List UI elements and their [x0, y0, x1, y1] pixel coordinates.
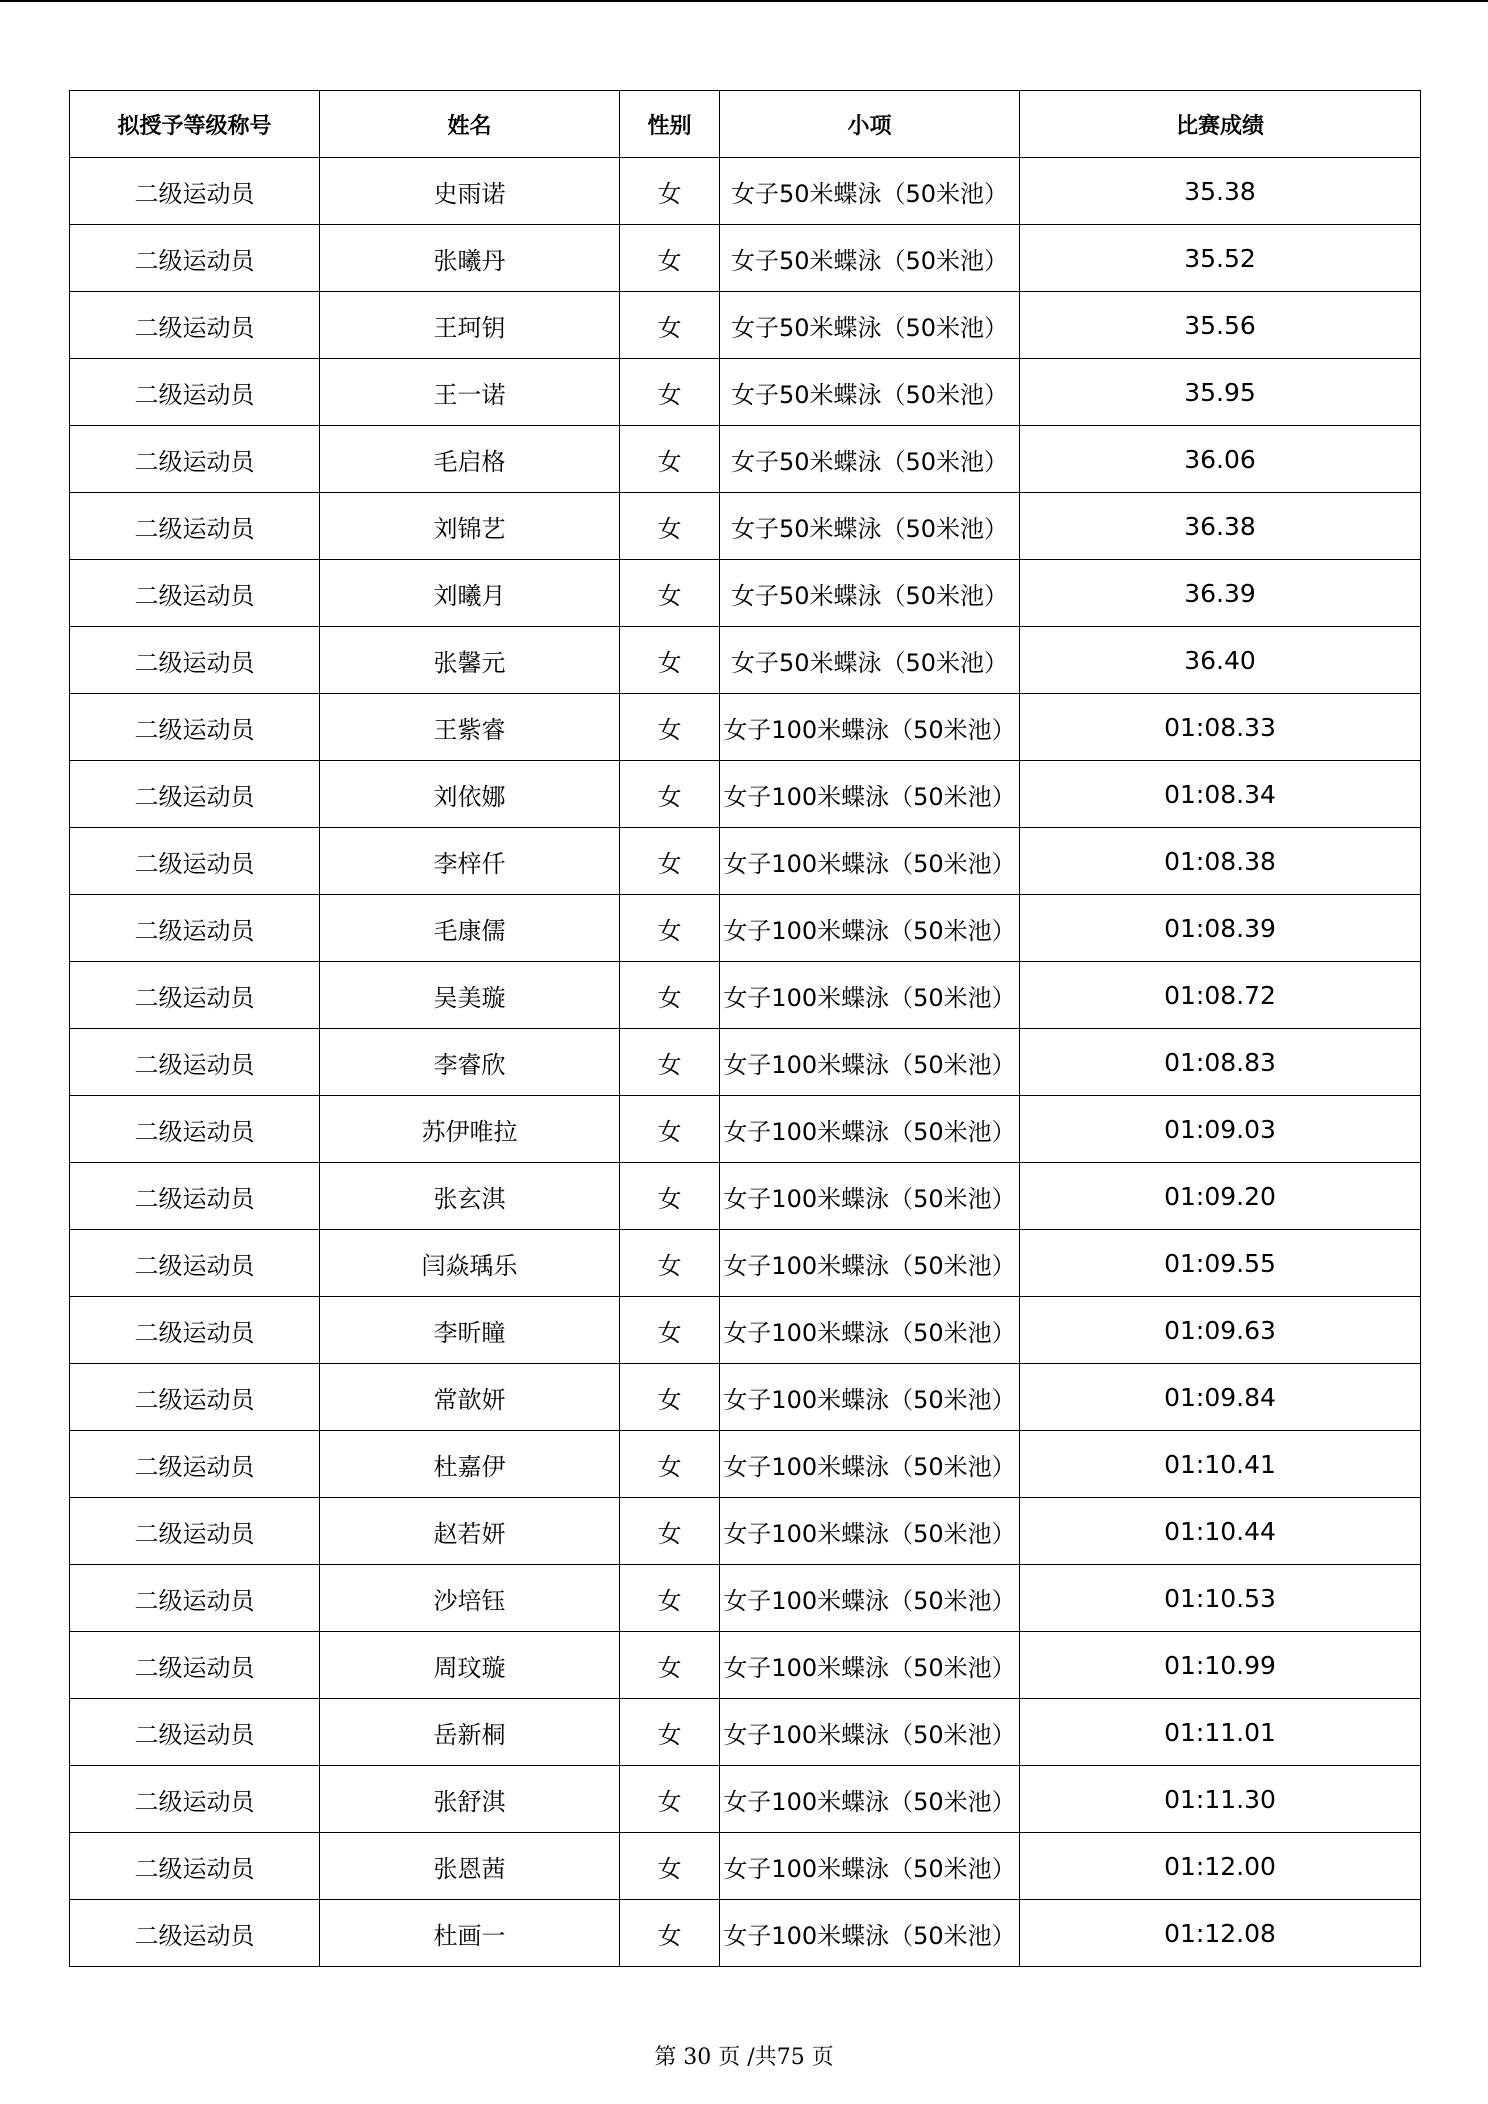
- name-cell: 张恩茜: [320, 1833, 620, 1900]
- result-cell: 01:08.34: [1020, 761, 1421, 828]
- gender-cell: 女: [620, 895, 720, 962]
- result-cell: 35.56: [1020, 292, 1421, 359]
- result-cell: 36.39: [1020, 560, 1421, 627]
- name-cell: 李昕瞳: [320, 1297, 620, 1364]
- name-cell: 毛启格: [320, 426, 620, 493]
- grade-title-cell: 二级运动员: [70, 1833, 320, 1900]
- table-row: [70, 828, 1421, 895]
- name-cell: 毛康儒: [320, 895, 620, 962]
- top-border-line: [0, 0, 1488, 2]
- table-row: [70, 426, 1421, 493]
- name-cell: 刘锦艺: [320, 493, 620, 560]
- name-cell: 沙培钰: [320, 1565, 620, 1632]
- result-cell: 01:10.99: [1020, 1632, 1421, 1699]
- grade-title-cell: 二级运动员: [70, 1029, 320, 1096]
- name-cell: 吴美璇: [320, 962, 620, 1029]
- gender-cell: 女: [620, 1096, 720, 1163]
- name-cell: 赵若妍: [320, 1498, 620, 1565]
- grade-title-cell: 二级运动员: [70, 493, 320, 560]
- name-cell: 周玟璇: [320, 1632, 620, 1699]
- grade-title-cell: 二级运动员: [70, 292, 320, 359]
- gender-cell: 女: [620, 225, 720, 292]
- event-cell: 女子100米蝶泳（50米池）: [720, 895, 1020, 962]
- gender-cell: 女: [620, 1833, 720, 1900]
- table-row: [70, 292, 1421, 359]
- gender-cell: 女: [620, 493, 720, 560]
- gender-cell: 女: [620, 426, 720, 493]
- name-cell: 杜画一: [320, 1900, 620, 1967]
- grade-title-cell: 二级运动员: [70, 560, 320, 627]
- name-cell: 张曦丹: [320, 225, 620, 292]
- event-cell: 女子100米蝶泳（50米池）: [720, 1096, 1020, 1163]
- gender-cell: 女: [620, 627, 720, 694]
- grade-title-cell: 二级运动员: [70, 694, 320, 761]
- table-row: [70, 895, 1421, 962]
- result-cell: 01:08.83: [1020, 1029, 1421, 1096]
- result-cell: 35.95: [1020, 359, 1421, 426]
- grade-title-cell: 二级运动员: [70, 1699, 320, 1766]
- table-row: [70, 1029, 1421, 1096]
- result-cell: 01:10.44: [1020, 1498, 1421, 1565]
- event-cell: 女子100米蝶泳（50米池）: [720, 1766, 1020, 1833]
- event-cell: 女子100米蝶泳（50米池）: [720, 1364, 1020, 1431]
- result-cell: 01:12.08: [1020, 1900, 1421, 1967]
- grade-title-cell: 二级运动员: [70, 1632, 320, 1699]
- result-cell: 01:09.03: [1020, 1096, 1421, 1163]
- name-cell: 闫焱瑀乐: [320, 1230, 620, 1297]
- event-cell: 女子100米蝶泳（50米池）: [720, 962, 1020, 1029]
- gender-cell: 女: [620, 1163, 720, 1230]
- result-cell: 35.52: [1020, 225, 1421, 292]
- name-cell: 李梓仟: [320, 828, 620, 895]
- event-cell: 女子100米蝶泳（50米池）: [720, 1163, 1020, 1230]
- grade-title-cell: 二级运动员: [70, 627, 320, 694]
- event-cell: 女子100米蝶泳（50米池）: [720, 1431, 1020, 1498]
- name-cell: 李睿欣: [320, 1029, 620, 1096]
- grade-title-cell: 二级运动员: [70, 828, 320, 895]
- header-gender: 性别: [620, 91, 720, 158]
- event-cell: 女子50米蝶泳（50米池）: [720, 560, 1020, 627]
- gender-cell: 女: [620, 359, 720, 426]
- event-cell: 女子100米蝶泳（50米池）: [720, 1632, 1020, 1699]
- event-cell: 女子50米蝶泳（50米池）: [720, 493, 1020, 560]
- table-row: [70, 1431, 1421, 1498]
- table-row: [70, 1699, 1421, 1766]
- grade-title-cell: 二级运动员: [70, 1565, 320, 1632]
- grade-title-cell: 二级运动员: [70, 1230, 320, 1297]
- gender-cell: 女: [620, 761, 720, 828]
- table-row: [70, 1297, 1421, 1364]
- name-cell: 刘曦月: [320, 560, 620, 627]
- result-cell: 36.06: [1020, 426, 1421, 493]
- name-cell: 王一诺: [320, 359, 620, 426]
- gender-cell: 女: [620, 1900, 720, 1967]
- gender-cell: 女: [620, 1431, 720, 1498]
- table-header: [70, 91, 1421, 158]
- gender-cell: 女: [620, 1565, 720, 1632]
- event-cell: 女子100米蝶泳（50米池）: [720, 1699, 1020, 1766]
- result-cell: 01:08.39: [1020, 895, 1421, 962]
- gender-cell: 女: [620, 1766, 720, 1833]
- gender-cell: 女: [620, 694, 720, 761]
- name-cell: 张舒淇: [320, 1766, 620, 1833]
- gender-cell: 女: [620, 1364, 720, 1431]
- event-cell: 女子50米蝶泳（50米池）: [720, 359, 1020, 426]
- header-row: [70, 91, 1421, 158]
- name-cell: 王紫睿: [320, 694, 620, 761]
- table-row: [70, 761, 1421, 828]
- grade-title-cell: 二级运动员: [70, 1163, 320, 1230]
- grade-title-cell: 二级运动员: [70, 225, 320, 292]
- gender-cell: 女: [620, 1498, 720, 1565]
- grade-title-cell: 二级运动员: [70, 426, 320, 493]
- name-cell: 王珂钥: [320, 292, 620, 359]
- table-row: [70, 359, 1421, 426]
- event-cell: 女子100米蝶泳（50米池）: [720, 694, 1020, 761]
- event-cell: 女子100米蝶泳（50米池）: [720, 1230, 1020, 1297]
- event-cell: 女子50米蝶泳（50米池）: [720, 158, 1020, 225]
- table-row: [70, 1230, 1421, 1297]
- result-cell: 36.40: [1020, 627, 1421, 694]
- event-cell: 女子100米蝶泳（50米池）: [720, 1297, 1020, 1364]
- gender-cell: 女: [620, 1297, 720, 1364]
- name-cell: 杜嘉伊: [320, 1431, 620, 1498]
- table-row: [70, 962, 1421, 1029]
- result-cell: 01:08.72: [1020, 962, 1421, 1029]
- grade-title-cell: 二级运动员: [70, 1297, 320, 1364]
- grade-title-cell: 二级运动员: [70, 895, 320, 962]
- event-cell: 女子100米蝶泳（50米池）: [720, 1833, 1020, 1900]
- grade-title-cell: 二级运动员: [70, 158, 320, 225]
- result-cell: 01:10.41: [1020, 1431, 1421, 1498]
- grade-title-cell: 二级运动员: [70, 1766, 320, 1833]
- gender-cell: 女: [620, 1230, 720, 1297]
- header-name: 姓名: [320, 91, 620, 158]
- result-cell: 01:08.33: [1020, 694, 1421, 761]
- result-cell: 36.38: [1020, 493, 1421, 560]
- gender-cell: 女: [620, 158, 720, 225]
- event-cell: 女子100米蝶泳（50米池）: [720, 1565, 1020, 1632]
- gender-cell: 女: [620, 1699, 720, 1766]
- result-cell: 01:12.00: [1020, 1833, 1421, 1900]
- header-result: 比赛成绩: [1020, 91, 1421, 158]
- name-cell: 刘依娜: [320, 761, 620, 828]
- grade-title-cell: 二级运动员: [70, 1498, 320, 1565]
- table-row: [70, 1096, 1421, 1163]
- name-cell: 岳新桐: [320, 1699, 620, 1766]
- result-cell: 35.38: [1020, 158, 1421, 225]
- event-cell: 女子50米蝶泳（50米池）: [720, 225, 1020, 292]
- result-cell: 01:09.55: [1020, 1230, 1421, 1297]
- table-row: [70, 1163, 1421, 1230]
- table-row: [70, 1565, 1421, 1632]
- grade-title-cell: 二级运动员: [70, 1900, 320, 1967]
- table-row: [70, 1900, 1421, 1967]
- page-number-footer: 第 30 页 /共75 页: [654, 2045, 834, 2070]
- event-cell: 女子50米蝶泳（50米池）: [720, 426, 1020, 493]
- result-cell: 01:11.01: [1020, 1699, 1421, 1766]
- result-cell: 01:10.53: [1020, 1565, 1421, 1632]
- table-row: [70, 694, 1421, 761]
- name-cell: 苏伊唯拉: [320, 1096, 620, 1163]
- result-cell: 01:09.63: [1020, 1297, 1421, 1364]
- name-cell: 张馨元: [320, 627, 620, 694]
- name-cell: 常歆妍: [320, 1364, 620, 1431]
- event-cell: 女子100米蝶泳（50米池）: [720, 1029, 1020, 1096]
- event-cell: 女子50米蝶泳（50米池）: [720, 627, 1020, 694]
- grade-title-cell: 二级运动员: [70, 1431, 320, 1498]
- grade-title-cell: 二级运动员: [70, 1096, 320, 1163]
- table-row: [70, 225, 1421, 292]
- name-cell: 张玄淇: [320, 1163, 620, 1230]
- result-cell: 01:08.38: [1020, 828, 1421, 895]
- athlete-grade-table: [69, 90, 1421, 1967]
- table-row: [70, 1364, 1421, 1431]
- header-grade-title: 拟授予等级称号: [70, 91, 320, 158]
- event-cell: 女子100米蝶泳（50米池）: [720, 1900, 1020, 1967]
- gender-cell: 女: [620, 560, 720, 627]
- table-row: [70, 1833, 1421, 1900]
- event-cell: 女子100米蝶泳（50米池）: [720, 761, 1020, 828]
- result-cell: 01:11.30: [1020, 1766, 1421, 1833]
- table-row: [70, 1766, 1421, 1833]
- header-event: 小项: [720, 91, 1020, 158]
- table-row: [70, 627, 1421, 694]
- table-row: [70, 1498, 1421, 1565]
- result-cell: 01:09.84: [1020, 1364, 1421, 1431]
- table-row: [70, 493, 1421, 560]
- event-cell: 女子50米蝶泳（50米池）: [720, 292, 1020, 359]
- event-cell: 女子100米蝶泳（50米池）: [720, 828, 1020, 895]
- name-cell: 史雨诺: [320, 158, 620, 225]
- table-body: [70, 158, 1421, 1967]
- table-row: [70, 1632, 1421, 1699]
- event-cell: 女子100米蝶泳（50米池）: [720, 1498, 1020, 1565]
- grade-title-cell: 二级运动员: [70, 1364, 320, 1431]
- gender-cell: 女: [620, 962, 720, 1029]
- grade-title-cell: 二级运动员: [70, 962, 320, 1029]
- result-cell: 01:09.20: [1020, 1163, 1421, 1230]
- gender-cell: 女: [620, 828, 720, 895]
- grade-title-cell: 二级运动员: [70, 359, 320, 426]
- grade-title-cell: 二级运动员: [70, 761, 320, 828]
- table-row: [70, 158, 1421, 225]
- gender-cell: 女: [620, 1029, 720, 1096]
- gender-cell: 女: [620, 1632, 720, 1699]
- gender-cell: 女: [620, 292, 720, 359]
- table-row: [70, 560, 1421, 627]
